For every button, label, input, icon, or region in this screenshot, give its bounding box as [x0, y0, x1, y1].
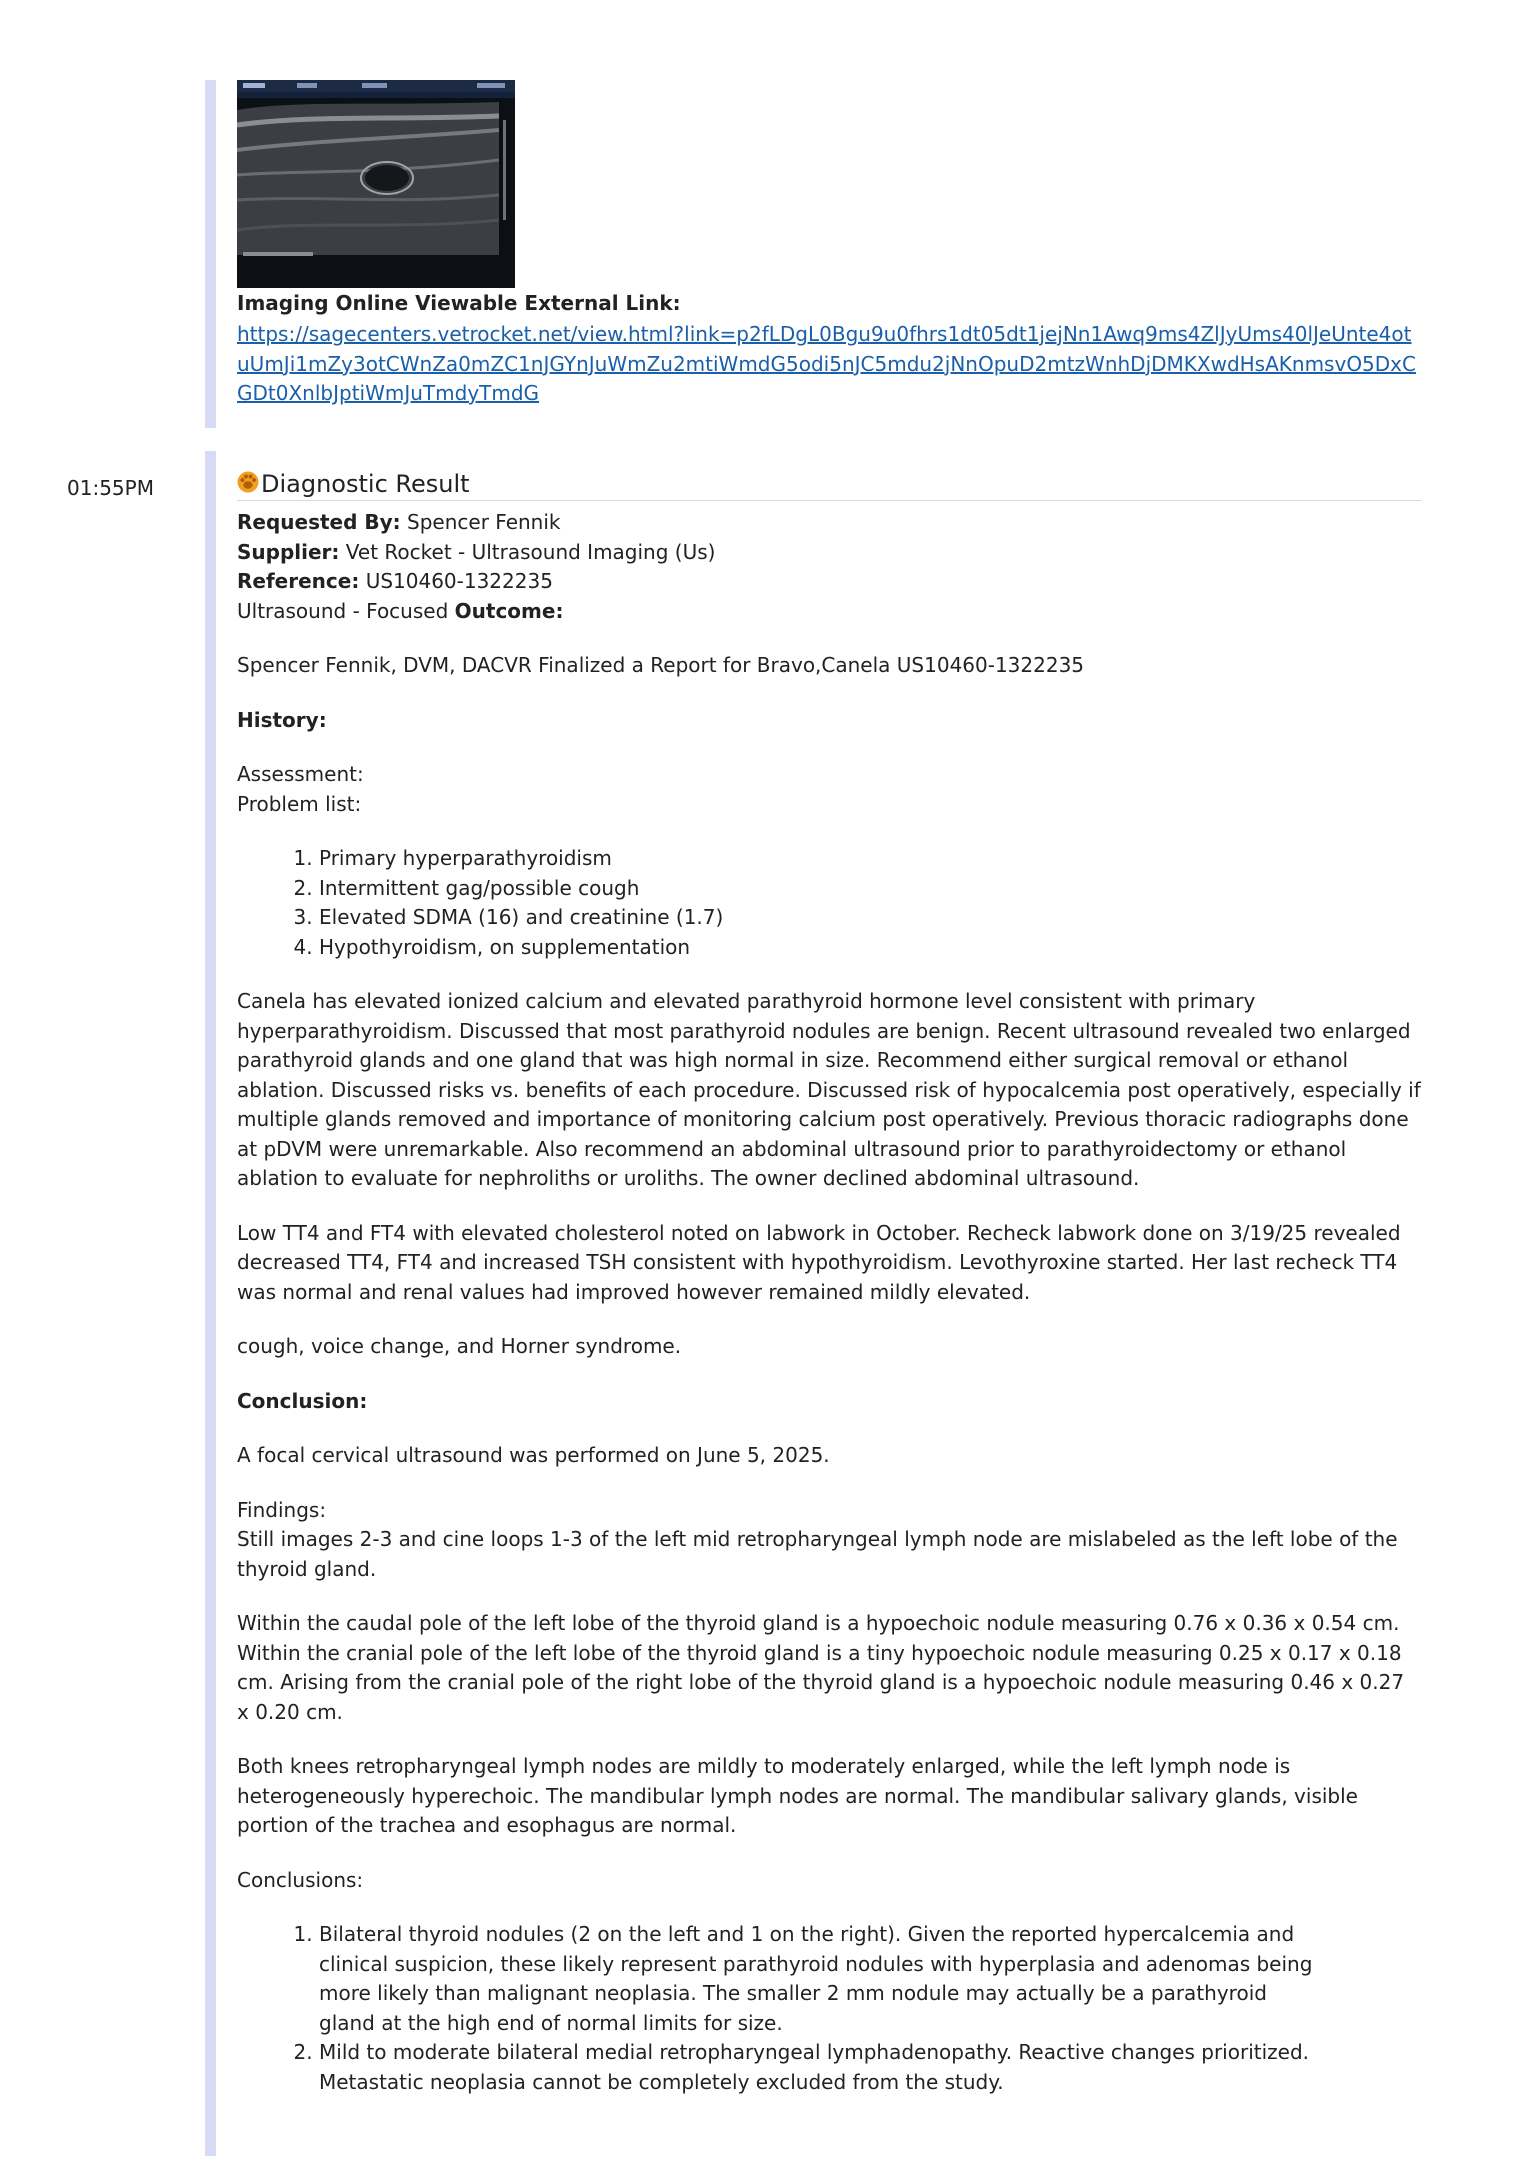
conclusions-list: [237, 1920, 1422, 2097]
lymph-nodes-paragraph: Both knees retropharyngeal lymph nodes are mildly to moderately enlarged, while the left lymph node is heterogeneously hyperechoic. The mandibular lymph nodes are normal. The mandibular salivary glands, visible portion of the trachea and esophagus are normal.: [237, 1754, 1358, 1837]
requested-by-label: Requested By:: [237, 510, 401, 534]
link-label: Imaging Online Viewable External Link:: [237, 291, 681, 315]
history-label: History:: [237, 707, 327, 732]
entry-header: [237, 469, 1422, 501]
findings-label: Findings:: [237, 1497, 327, 1522]
list-item: 1. Primary hyperparathyroidism: [319, 844, 1422, 874]
list-item: 3. Elevated SDMA (16) and creatinine (1.7): [319, 903, 1422, 933]
list-item: 2. Mild to moderate bilateral medial retropharyngeal lymphadenopathy. Reactive changes prioritized. Metastatic neoplasia cannot be completely excluded from the study.: [319, 2038, 1327, 2097]
symptoms-paragraph: cough, voice change, and Horner syndrome.: [237, 1334, 682, 1358]
timeline-bar: [205, 80, 216, 428]
assessment-paragraph: Canela has elevated ionized calcium and elevated parathyroid hormone level consistent with primary hyperparathyroidism. Discussed that most parathyroid nodules are benign. Recent ultrasound revealed two enlarged parathyroid glands and one gland that was high normal in size. Recommend either surgical removal or ethanol ablation. Discussed risks vs. benefits of each procedure. Discussed risk of hypocalcemia post operatively, especially if multiple glands removed and importance of monitoring calcium post operatively. Previous thoracic radiographs done at pDVM were unremarkable. Also recommend an abdominal ultrasound prior to parathyroidectomy or ethanol ablation to evaluate for nephroliths or uroliths. The owner declined abdominal ultrasound.: [237, 989, 1421, 1190]
entry-time: 01:55PM: [67, 476, 154, 500]
supplier-line: [237, 538, 1422, 568]
conclusions-label: Conclusions:: [237, 1867, 364, 1892]
outcome-line: [237, 597, 1422, 627]
procedure-paragraph: A focal cervical ultrasound was performed on June 5, 2025.: [237, 1443, 830, 1467]
paw-icon: [237, 470, 259, 492]
reference-value: US10460-1322235: [365, 569, 553, 593]
requested-by-line: [237, 508, 1422, 538]
requested-by-value: Spencer Fennik: [407, 510, 561, 534]
supplier-value: Vet Rocket - Ultrasound Imaging (Us): [345, 539, 716, 564]
reference-label: Reference:: [237, 569, 360, 593]
entry-title: Diagnostic Result: [261, 470, 470, 498]
finalized-text: Spencer Fennik, DVM, DACVR Finalized a Report for Bravo,Canela US10460-1322235: [237, 653, 1085, 677]
problem-list-label: Problem list:: [237, 791, 362, 816]
assessment-label: Assessment:: [237, 762, 364, 786]
list-item: 2. Intermittent gag/possible cough: [319, 874, 1422, 904]
findings-paragraph: Still images 2-3 and cine loops 1-3 of the left mid retropharyngeal lymph node are mislabeled as the left lobe of the thyroid gland.: [237, 1527, 1398, 1581]
nodules-paragraph: Within the caudal pole of the left lobe of the thyroid gland is a hypoechoic nodule measuring 0.76 x 0.36 x 0.54 cm. Within the cranial pole of the left lobe of the thyroid gland is a tiny hypoechoic nodule measuring 0.25 x 0.17 x 0.18 cm. Arising from the cranial pole of the right lobe of the thyroid gland is a hypoechoic nodule measuring 0.46 x 0.27 x 0.20 cm.: [237, 1611, 1405, 1724]
supplier-label: Supplier:: [237, 539, 340, 564]
timeline-bar: [205, 451, 216, 2156]
external-imaging-link[interactable]: https://sagecenters.vetrocket.net/view.html?link=p2fLDgL0Bgu9u0fhrs1dt05dt1jejNn1Awq9ms4ZlJyUms40lJeUnte4otuUmJi1mZy3otCWnZa0mZC1nJGYnJuWmZu2mtiWmdG5odi5nJC5mdu2jNnOpuD2mtzWnhDjDMKXwdHsAKnmsvO5DxCGDt0XnlbJptiWmJuTmdyTmdG: [237, 322, 1416, 405]
ultrasound-image: [237, 80, 515, 288]
conclusion-label: Conclusion:: [237, 1388, 368, 1413]
labwork-paragraph: Low TT4 and FT4 with elevated cholesterol noted on labwork in October. Recheck labwork done on 3/19/25 revealed decreased TT4, FT4 and increased TSH consistent with hypothyroidism. Levothyroxine started. Her last recheck TT4 was normal and renal values had improved however remained mildly elevated.: [237, 1220, 1401, 1304]
outcome-label: Outcome:: [454, 598, 564, 623]
diagnostic-body: [237, 508, 1422, 2097]
reference-line: [237, 567, 1422, 597]
problem-list: [237, 844, 1422, 962]
list-item: 1. Bilateral thyroid nodules (2 on the left and 1 on the right). Given the reported hypercalcemia and clinical suspicion, these likely represent parathyroid nodules with hyperplasia and adenomas being more likely than malignant neoplasia. The smaller 2 mm nodule may actually be a parathyroid gland at the high end of normal limits for size.: [319, 1920, 1327, 2038]
ultrasound-thumbnail[interactable]: [237, 80, 515, 288]
service-name: Ultrasound - Focused: [237, 598, 449, 623]
list-item: 4. Hypothyroidism, on supplementation: [319, 933, 1422, 963]
